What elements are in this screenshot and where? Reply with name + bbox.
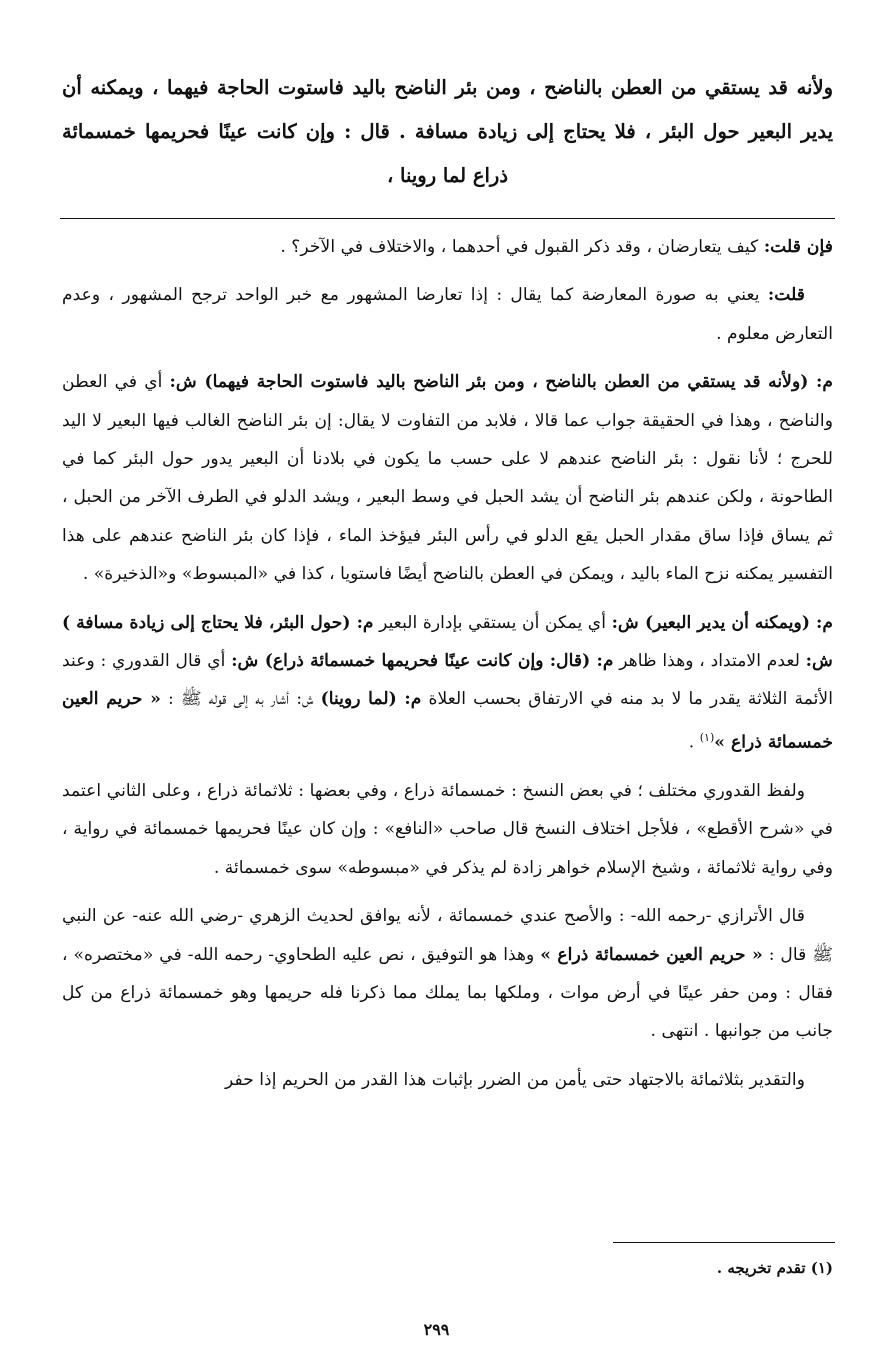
footnote: (١) تقدم تخريجه . [716, 1259, 833, 1277]
page-number: ٢٩٩ [423, 1320, 450, 1339]
paragraph-1-lead: فإن قلت: [763, 237, 833, 257]
paragraph-2-text: يعني به صورة المعارضة كما يقال : إذا تعارضا المشهور مع خبر الواحد ترجح المشهور ، وعدم التعارض معلوم . [62, 285, 833, 344]
paragraph-4-text-4: ش: أشار به إلى قوله ﷺ : [160, 689, 321, 710]
paragraph-3-text: أي في العطن والناضح ، وهذا في الحقيقة جواب عما قالا ، فلابد من التفاوت لا يقال: إن بئر الناضح الغالب فيها البعير لا اليد للحرج ؛ لأنا نقول : بئر الناضح عندهم لا على حسب ما يكون في بلادنا أن البعير يدور حول البئر كما في الطاحونة ، ولكن عندهم بئر الناضح أن يشد الحبل في وسط البعير ، ويشد الدلو في الطرف الآخر من الحبل ، ثم يساق فإذا ساق مقدار الحبل يقع الدلو في رأس البئر فيؤخذ الماء ، فإذا كان بئر الناضح عندهم على هذا التفسير يمكنه نزح الماء باليد ، ويمكن في العطن بالناضح أيضًا فاستويا ، كذا في «المبسوط» و«الذخيرة» . [62, 372, 833, 585]
paragraph-6-text-2: وهذا هو التوفيق ، نص عليه الطحاوي- رحمه الله- في «مختصره» ، فقال : ومن حفر عينًا في أرض موات ، وملكها بما يملك مما ذكرنا فله حريمها وهو خمسمائة ذراع من كل جانب من جوانبها . انتهى . [62, 944, 833, 1042]
paragraph-6 [62, 897, 833, 1051]
paragraph-6-text-1: قال الأترازي -رحمه الله- : والأصح عندي خمسمائة ، لأنه يوافق لحديث الزهري -رضي الله عنه- عن النبي ﷺ قال : [62, 906, 833, 965]
paragraph-2 [62, 276, 833, 353]
paragraph-4-text-1: أي يمكن أن يستقي بإدارة البعير [373, 612, 612, 633]
paragraph-6-hadith: « حريم العين خمسمائة ذراع » [540, 944, 763, 965]
matn-text: ولأنه قد يستقي من العطن بالناضح ، ومن بئر الناضح باليد فاستوت الحاجة فيهما ، ويمكنه أن يدير البعير حول البئر ، فلا يحتاج إلى زيادة مسافة . قال : وإن كانت عينًا فحريمها خمسمائة ذراع لما روينا ، [62, 76, 833, 187]
paragraph-3 [62, 363, 833, 593]
paragraph-4-lead: م: (ويمكنه أن يدير البعير) ش: [611, 612, 834, 633]
paragraph-3-lead: م: (ولأنه قد يستقي من العطن بالناضح ، ومن بئر الناضح باليد فاستوت الحاجة فيهما) ش: [169, 372, 833, 393]
footnote-divider [613, 1242, 835, 1243]
paragraph-4 [62, 604, 833, 762]
paragraph-4-text-5: . [688, 732, 700, 753]
sharh-body [62, 228, 833, 1109]
paragraph-7: والتقدير بثلاثمائة بالاجتهاد حتى يأمن من الضرر بإثبات هذا القدر من الحريم إذا حفر [225, 1069, 805, 1090]
paragraph-2-lead: قلت: [767, 285, 805, 306]
paragraph-4-hadith: « حريم العين خمسمائة ذراع » [62, 689, 833, 753]
paragraph-4-text-3: أي قال القدوري : وعند الأئمة الثلاثة يقدر ما لا بد منه في الارتفاق بحسب العلاة [62, 651, 833, 710]
paragraph-1 [62, 228, 833, 266]
footnote-reference: (١) [699, 730, 715, 744]
paragraph-5: ولفظ القدوري مختلف ؛ في بعض النسخ : خمسمائة ذراع ، وفي بعضها : ثلاثمائة ذراع ، وعلى الثاني اعتمد في «شرح الأقطع» ، فلأجل اختلاف النسخ قال صاحب «النافع» : وإن كان عينًا فحريمها خمسمائة في رواية ، وفي رواية ثلاثمائة ، وشيخ الإسلام خواهر زادة لم يذكر في «مبسوطه» سوى خمسمائة . [62, 781, 833, 878]
paragraph-4-bold-3: م: (لما روينا) [320, 689, 422, 710]
paragraph-1-text: كيف يتعارضان ، وقد ذكر القبول في أحدهما ، والاختلاف في الآخر؟ . [280, 237, 764, 257]
paragraph-4-bold-1: م: (حول البئر، فلا يحتاج إلى زيادة مسافة ) ش: [62, 612, 833, 672]
paragraph-4-bold-2: م: (قال: وإن كانت عينًا فحريمها خمسمائة ذراع) ش: [231, 651, 614, 672]
matn-divider [60, 218, 835, 219]
paragraph-4-text-2: لعدم الامتداد ، وهذا ظاهر [613, 651, 806, 672]
